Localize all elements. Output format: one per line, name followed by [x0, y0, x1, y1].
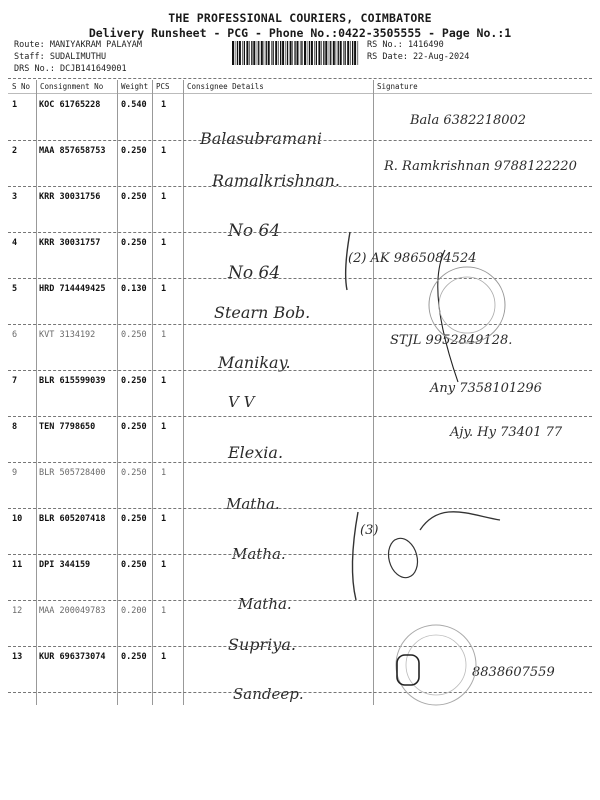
row-sno: 7 [12, 376, 18, 386]
row-consignee-handwriting: Manikay. [218, 353, 291, 372]
row-consignment-no: KOC 61765228 [39, 100, 101, 110]
limited-stamp-inner [406, 635, 466, 695]
limited-stamp [396, 625, 476, 705]
row-signature-handwriting: 8838607559 [472, 665, 555, 680]
row-consignment-no: MAA 200049783 [39, 606, 106, 616]
row-sno: 12 [12, 606, 23, 616]
row-consignee-handwriting: Balasubramani [200, 129, 323, 148]
row-sno: 9 [12, 468, 18, 478]
row-consignee-handwriting: Supriya. [228, 635, 296, 654]
rs-number: RS No.: 1416490 [367, 40, 444, 50]
company-title: THE PROFESSIONAL COURIERS, COIMBATORE [168, 11, 432, 25]
signature-initials [397, 655, 419, 685]
row-signature-handwriting: Ajy. Hy 73401 77 [450, 425, 563, 440]
row-consignee-handwriting: Sandeep. [233, 685, 304, 703]
col-consignment: Consignment No [40, 82, 104, 91]
row-consignment-no: BLR 505728400 [39, 468, 106, 478]
row-consignee-handwriting: Elexia. [228, 443, 284, 462]
drs-label: DRS No.: DCJB141649001 [14, 64, 127, 74]
row-consignee-handwriting: No 64 [228, 263, 281, 283]
row-consignee-handwriting: Matha. [232, 545, 286, 563]
row-sno: 4 [12, 238, 18, 248]
row-weight: 0.250 [121, 560, 147, 570]
row-sno: 3 [12, 192, 18, 202]
row-pcs: 1 [161, 514, 167, 524]
row-sno: 6 [12, 330, 18, 340]
row-consignee-handwriting: Stearn Bob. [214, 303, 311, 322]
row-pcs: 1 [161, 192, 167, 202]
row-consignee-handwriting: Ramalkrishnan. [212, 171, 340, 190]
row-consignment-no: KRR 30031757 [39, 238, 101, 248]
row-signature-handwriting: (2) AK 9865084524 [348, 251, 477, 266]
row-pcs: 1 [161, 376, 167, 386]
row-pcs: 1 [161, 468, 167, 478]
row-consignee-handwriting: Matha. [226, 495, 280, 513]
row-sno: 13 [12, 652, 23, 662]
row-weight: 0.250 [121, 652, 147, 662]
row-signature-handwriting: R. Ramkrishnan 9788122220 [384, 159, 577, 174]
row-sno: 11 [12, 560, 23, 570]
row-weight: 0.250 [121, 376, 147, 386]
row-consignment-no: TEN 7798650 [39, 422, 96, 432]
row-signature-handwriting: (3) [360, 523, 379, 538]
row-signature-handwriting: Bala 6382218002 [410, 113, 527, 128]
row-consignee-handwriting: Matha. [238, 595, 292, 613]
row-consignee-handwriting: No 64 [228, 221, 281, 241]
signature-bracket-1 [346, 232, 350, 290]
row-pcs: 1 [161, 100, 167, 110]
company-stamp-inner [439, 277, 495, 333]
runsheet-subtitle: Delivery Runsheet - PCG - Phone No.:0422-3505555 - Page No.:1 [88, 26, 512, 40]
row-consignment-no: KRR 30031756 [39, 192, 101, 202]
row-weight: 0.250 [121, 468, 147, 478]
col-signature: Signature [377, 82, 418, 91]
rs-date: RS Date: 22-Aug-2024 [367, 52, 470, 62]
row-weight: 0.200 [121, 606, 147, 616]
route-label: Route: MANIYAKRAM PALAYAM [14, 40, 142, 50]
row-signature-handwriting: Any 7358101296 [430, 381, 542, 396]
row-consignment-no: BLR 615599039 [39, 376, 106, 386]
row-pcs: 1 [161, 652, 167, 662]
row-weight: 0.250 [121, 330, 147, 340]
row-sno: 10 [12, 514, 23, 524]
row-weight: 0.250 [121, 192, 147, 202]
row-weight: 0.250 [121, 422, 147, 432]
row-consignment-no: BLR 605207418 [39, 514, 106, 524]
row-pcs: 1 [161, 330, 167, 340]
staff-label: Staff: SUDALIMUTHU [14, 52, 107, 62]
row-consignment-no: MAA 857658753 [39, 146, 106, 156]
signature-scrawl [438, 250, 458, 382]
row-weight: 0.540 [121, 100, 147, 110]
signature-bracket-2 [352, 512, 358, 600]
company-stamp [429, 267, 505, 343]
col-pcs: PCS [156, 82, 170, 91]
row-weight: 0.250 [121, 238, 147, 248]
row-pcs: 1 [161, 238, 167, 248]
row-consignment-no: DPI 344159 [39, 560, 91, 570]
row-consignee-handwriting: V V [228, 393, 255, 411]
row-pcs: 1 [161, 422, 167, 432]
row-consignment-no: KUR 696373074 [39, 652, 106, 662]
row-consignment-no: KVT 3134192 [39, 330, 96, 340]
row-pcs: 1 [161, 284, 167, 294]
row-weight: 0.250 [121, 514, 147, 524]
row-pcs: 1 [161, 560, 167, 570]
row-sno: 5 [12, 284, 18, 294]
col-sno: S No [12, 82, 31, 91]
col-weight: Weight [121, 82, 149, 91]
row-weight: 0.250 [121, 146, 147, 156]
row-sno: 2 [12, 146, 18, 156]
row-sno: 8 [12, 422, 18, 432]
signature-stroke [420, 512, 500, 530]
row-pcs: 1 [161, 146, 167, 156]
row-consignment-no: HRD 714449425 [39, 284, 106, 294]
row-signature-handwriting: STJL 9952849128. [390, 333, 513, 348]
signature-loop [384, 535, 421, 581]
row-sno: 1 [12, 100, 18, 110]
col-consignee: Consignee Details [187, 82, 264, 91]
row-pcs: 1 [161, 606, 167, 616]
row-weight: 0.130 [121, 284, 147, 294]
